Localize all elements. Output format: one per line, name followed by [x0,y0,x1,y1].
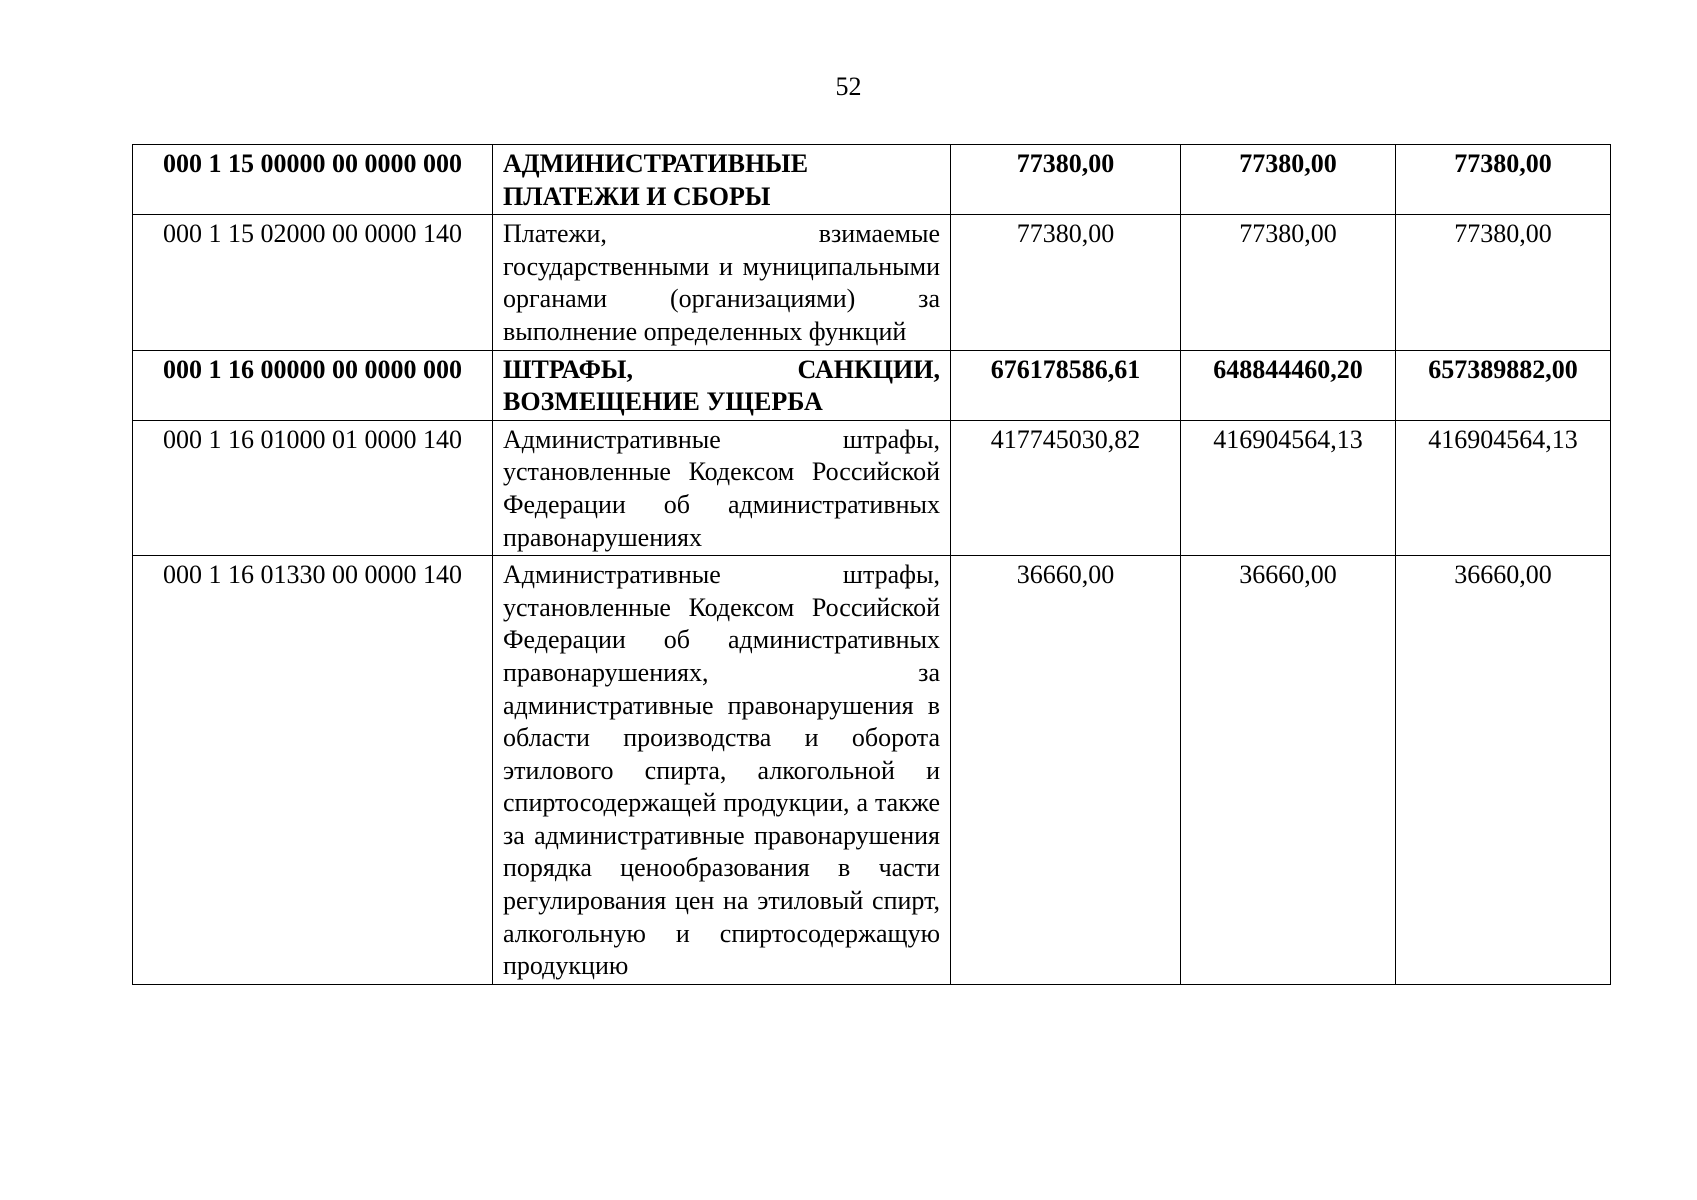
value-cell-year-2: 648844460,20 [1181,350,1396,420]
table-row [133,420,1611,555]
budget-code-cell: 000 1 15 02000 00 0000 140 [133,215,493,350]
income-name-cell: АДМИНИСТРАТИВНЫЕ ПЛАТЕЖИ И СБОРЫ [493,145,951,215]
income-name-cell: Административные штрафы, установленные Кодексом Российской Федерации об административных правонарушениях [493,420,951,555]
value-cell-year-1: 676178586,61 [951,350,1181,420]
budget-revenue-table [132,144,1611,985]
value-cell-year-1: 77380,00 [951,145,1181,215]
budget-code-cell: 000 1 16 01000 01 0000 140 [133,420,493,555]
value-cell-year-3: 77380,00 [1396,215,1611,350]
budget-code-cell: 000 1 16 01330 00 0000 140 [133,556,493,985]
table-row [133,215,1611,350]
value-cell-year-2: 77380,00 [1181,215,1396,350]
table-row [133,145,1611,215]
value-cell-year-1: 77380,00 [951,215,1181,350]
income-name-cell: Административные штрафы, установленные Кодексом Российской Федерации об административных правонарушениях, за административные правонарушения в области производства и оборота этилового спирта, алкогольной и спиртосодержащей продукции, а также за административные правонарушения порядка ценообразования в части регулирования цен на этиловый спирт, алкогольную и спиртосодержащую продукцию [493,556,951,985]
value-cell-year-3: 657389882,00 [1396,350,1611,420]
value-cell-year-3: 416904564,13 [1396,420,1611,555]
value-cell-year-2: 77380,00 [1181,145,1396,215]
table-row [133,556,1611,985]
budget-code-cell: 000 1 15 00000 00 0000 000 [133,145,493,215]
value-cell-year-2: 416904564,13 [1181,420,1396,555]
value-cell-year-3: 77380,00 [1396,145,1611,215]
page-number: 52 [835,72,862,101]
income-name-cell: ШТРАФЫ, САНКЦИИ, ВОЗМЕЩЕНИЕ УЩЕРБА [493,350,951,420]
value-cell-year-1: 417745030,82 [951,420,1181,555]
value-cell-year-1: 36660,00 [951,556,1181,985]
value-cell-year-2: 36660,00 [1181,556,1396,985]
value-cell-year-3: 36660,00 [1396,556,1611,985]
budget-code-cell: 000 1 16 00000 00 0000 000 [133,350,493,420]
table-row [133,350,1611,420]
income-name-cell: Платежи, взимаемые государственными и муниципальными органами (организациями) за выполнение определенных функций [493,215,951,350]
